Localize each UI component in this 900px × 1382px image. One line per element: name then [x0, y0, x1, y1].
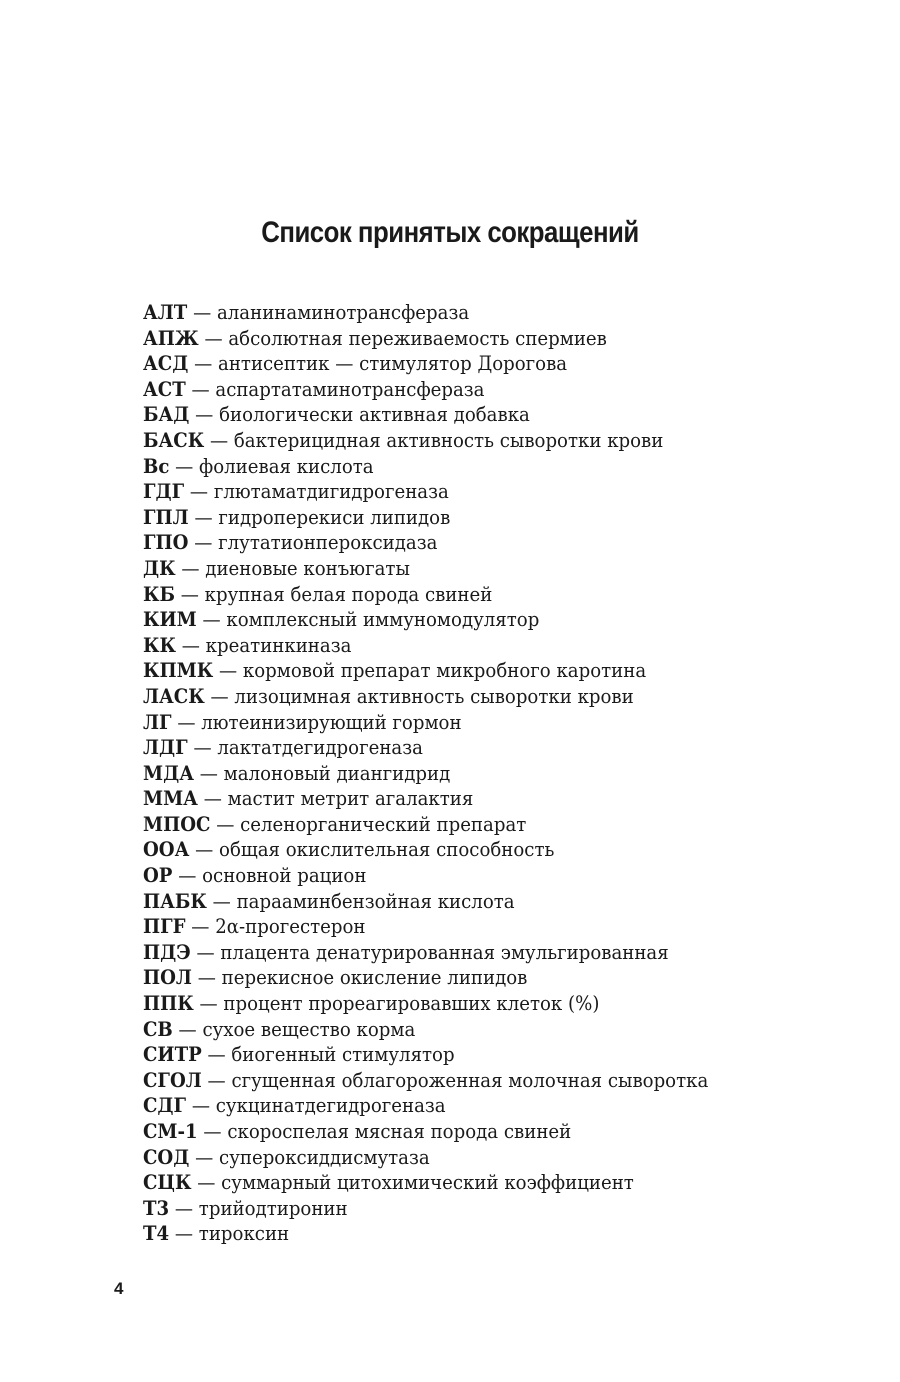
- abbreviation-term: ППК: [143, 992, 194, 1016]
- abbreviation-entry: [143, 607, 708, 633]
- abbreviation-term: СИТР: [143, 1043, 202, 1067]
- abbreviation-entry: [143, 1196, 708, 1222]
- abbreviation-definition: селенорганический препарат: [240, 812, 527, 836]
- abbreviation-term: ДК: [143, 556, 176, 580]
- abbreviation-entry: [143, 786, 708, 812]
- abbreviation-term: КБ: [143, 582, 175, 606]
- abbreviation-entry: [143, 1170, 708, 1196]
- abbreviation-definition: лютеинизирующий гормон: [201, 710, 462, 734]
- abbreviation-term: ЛГ: [143, 710, 172, 734]
- abbreviation-term: КПМК: [143, 659, 214, 683]
- abbreviation-term: АСТ: [143, 377, 186, 401]
- abbreviation-definition: глютаматдигидрогеназа: [213, 480, 449, 504]
- abbreviation-entry: [143, 505, 708, 531]
- abbreviation-definition: процент прореагировавших клеток (%): [223, 992, 600, 1016]
- abbreviation-term: ОР: [143, 864, 173, 888]
- abbreviation-definition: лактатдегидрогеназа: [217, 736, 423, 760]
- abbreviation-entry: [143, 556, 708, 582]
- abbreviation-entry: [143, 402, 708, 428]
- abbreviation-separator: —: [186, 1094, 216, 1118]
- abbreviation-definition: диеновые конъюгаты: [205, 556, 410, 580]
- abbreviation-separator: —: [197, 1120, 228, 1143]
- abbreviation-entry: [143, 1145, 708, 1171]
- abbreviation-definition: супероксиддисмутаза: [219, 1145, 430, 1169]
- abbreviation-entry: [143, 1017, 708, 1043]
- abbreviation-entry: [143, 991, 708, 1017]
- abbreviation-term: Вс: [143, 454, 170, 478]
- abbreviation-separator: —: [189, 1145, 220, 1169]
- abbreviation-term: ММА: [143, 787, 198, 811]
- abbreviation-separator: —: [196, 608, 227, 632]
- abbreviation-definition: аланинаминотрансфераза: [216, 301, 470, 324]
- abbreviation-term: БАД: [143, 403, 190, 427]
- abbreviation-separator: —: [188, 505, 219, 529]
- abbreviation-separator: —: [210, 812, 241, 836]
- abbreviation-term: АПЖ: [143, 326, 199, 350]
- abbreviation-entry: [143, 837, 708, 863]
- abbreviation-term: КИМ: [143, 608, 197, 632]
- abbreviation-definition: основной рацион: [202, 864, 367, 888]
- abbreviation-entry: [143, 1093, 708, 1119]
- abbreviation-separator: —: [191, 1171, 222, 1195]
- abbreviation-term: ГПО: [143, 531, 189, 555]
- abbreviation-definition: гидроперекиси липидов: [218, 505, 451, 529]
- abbreviation-separator: —: [204, 428, 234, 452]
- abbreviation-separator: —: [191, 966, 222, 990]
- abbreviation-entry: [143, 454, 708, 480]
- abbreviation-term: КК: [143, 633, 177, 657]
- abbreviation-separator: —: [188, 531, 219, 555]
- abbreviation-definition: абсолютная переживаемость спермиев: [228, 326, 607, 350]
- abbreviation-separator: —: [187, 301, 217, 324]
- abbreviation-entry: [143, 1042, 708, 1068]
- abbreviation-separator: —: [184, 480, 214, 504]
- abbreviation-term: СДГ: [143, 1094, 187, 1118]
- abbreviation-separator: —: [189, 838, 220, 862]
- abbreviation-definition: сухое вещество корма: [202, 1017, 416, 1041]
- abbreviation-definition: 2α-прогестерон: [215, 915, 366, 939]
- abbreviation-term: АЛТ: [143, 301, 188, 324]
- abbreviation-term: СОД: [143, 1145, 190, 1169]
- abbreviation-separator: —: [169, 1222, 199, 1246]
- abbreviation-separator: —: [198, 326, 229, 350]
- abbreviation-term: ПГF: [143, 915, 186, 939]
- abbreviation-entry: [143, 377, 708, 403]
- abbreviation-separator: —: [204, 684, 235, 708]
- abbreviation-separator: —: [206, 889, 237, 913]
- abbreviation-definition: плацента денатурированная эмульгированная: [220, 940, 669, 964]
- abbreviation-definition: аспартатаминотрансфераза: [215, 377, 485, 401]
- abbreviation-separator: —: [176, 633, 206, 657]
- abbreviation-term: ЛДГ: [143, 736, 188, 760]
- abbreviation-entry: [143, 582, 708, 608]
- abbreviation-entry: [143, 710, 708, 736]
- abbreviation-term: СЦК: [143, 1171, 192, 1195]
- abbreviation-term: ГДГ: [143, 480, 185, 504]
- abbreviation-entry: [143, 1221, 708, 1247]
- abbreviation-definition: антисептик — стимулятор Дорогова: [218, 352, 568, 376]
- abbreviation-separator: —: [175, 556, 206, 580]
- abbreviation-definition: перекисное окисление липидов: [221, 966, 528, 990]
- abbreviation-definition: фолиевая кислота: [199, 454, 374, 478]
- abbreviation-entry: [143, 735, 708, 761]
- abbreviation-term: ЛАСК: [143, 684, 205, 708]
- abbreviation-separator: —: [174, 582, 205, 606]
- abbreviation-term: СВ: [143, 1017, 173, 1041]
- abbreviation-definition: малоновый диангидрид: [223, 761, 451, 785]
- abbreviation-term: СМ-1: [143, 1120, 198, 1143]
- abbreviation-entry: [143, 1119, 708, 1145]
- abbreviation-separator: —: [188, 352, 219, 376]
- abbreviation-term: ООА: [143, 838, 190, 862]
- abbreviation-term: ГПЛ: [143, 505, 189, 529]
- abbreviation-definition: биологически активная добавка: [219, 403, 530, 427]
- abbreviation-definition: лизоцимная активность сыворотки крови: [234, 684, 634, 708]
- abbreviation-entry: [143, 326, 708, 352]
- abbreviation-entry: [143, 428, 708, 454]
- abbreviation-definition: глутатионпероксидаза: [218, 531, 438, 555]
- abbreviation-separator: —: [171, 710, 202, 734]
- abbreviation-term: Т3: [143, 1196, 170, 1220]
- abbreviation-entry: [143, 530, 708, 556]
- abbreviation-entry: [143, 889, 708, 915]
- abbreviation-definition: креатинкиназа: [205, 633, 352, 657]
- abbreviation-entry: [143, 658, 708, 684]
- abbreviation-definition: скороспелая мясная порода свиней: [227, 1120, 572, 1143]
- abbreviation-separator: —: [189, 403, 220, 427]
- abbreviation-definition: сукцинатдегидрогеназа: [215, 1094, 446, 1118]
- abbreviation-definition: мастит метрит агалактия: [227, 787, 474, 811]
- abbreviation-separator: —: [190, 940, 221, 964]
- abbreviation-definition: суммарный цитохимический коэффициент: [221, 1171, 634, 1195]
- abbreviation-definition: тироксин: [198, 1222, 290, 1246]
- abbreviation-separator: —: [193, 761, 224, 785]
- abbreviation-entry: [143, 761, 708, 787]
- abbreviation-entry: [143, 300, 708, 326]
- abbreviation-separator: —: [169, 1196, 199, 1220]
- abbreviation-entry: [143, 1068, 708, 1094]
- abbreviation-entry: [143, 965, 708, 991]
- abbreviation-definition: комплексный иммуномодулятор: [226, 608, 540, 632]
- abbreviation-term: СГОЛ: [143, 1068, 202, 1092]
- abbreviation-entry: [143, 633, 708, 659]
- abbreviation-term: ПАБК: [143, 889, 207, 913]
- abbreviation-separator: —: [201, 1068, 232, 1092]
- abbreviation-entry: [143, 863, 708, 889]
- abbreviation-separator: —: [169, 454, 200, 478]
- abbreviation-separator: —: [213, 659, 243, 683]
- abbreviation-term: МДА: [143, 761, 194, 785]
- abbreviation-definition: парааминбензойная кислота: [236, 889, 515, 913]
- abbreviation-separator: —: [193, 992, 224, 1016]
- abbreviation-separator: —: [201, 1043, 232, 1067]
- abbreviation-entry: [143, 351, 708, 377]
- abbreviation-term: БАСК: [143, 428, 205, 452]
- abbreviation-definition: бактерицидная активность сыворотки крови: [233, 428, 664, 452]
- abbreviation-separator: —: [172, 864, 203, 888]
- abbreviation-term: ПОЛ: [143, 966, 192, 990]
- abbreviation-separator: —: [187, 736, 218, 760]
- page-title: Список принятых сокращений: [261, 216, 639, 249]
- abbreviation-list: [143, 300, 751, 1247]
- abbreviation-definition: трийодтиронин: [198, 1196, 348, 1220]
- abbreviation-term: АСД: [143, 352, 189, 376]
- abbreviation-separator: —: [185, 915, 216, 939]
- abbreviation-entry: [143, 914, 708, 940]
- abbreviation-separator: —: [172, 1017, 203, 1041]
- abbreviation-term: МПОС: [143, 812, 211, 836]
- abbreviation-definition: сгущенная облагороженная молочная сыворотка: [231, 1068, 709, 1092]
- abbreviation-separator: —: [197, 787, 228, 811]
- abbreviation-definition: кормовой препарат микробного каротина: [242, 659, 647, 683]
- abbreviation-definition: крупная белая порода свиней: [204, 582, 493, 606]
- abbreviation-term: Т4: [143, 1222, 170, 1246]
- abbreviation-definition: общая окислительная способность: [219, 838, 555, 862]
- abbreviation-entry: [143, 684, 708, 710]
- abbreviation-separator: —: [185, 377, 216, 401]
- abbreviation-term: ПДЭ: [143, 940, 191, 964]
- abbreviation-entry: [143, 812, 708, 838]
- abbreviation-entry: [143, 479, 708, 505]
- page-number: 4: [114, 1279, 124, 1298]
- abbreviation-entry: [143, 940, 708, 966]
- abbreviation-definition: биогенный стимулятор: [231, 1043, 455, 1067]
